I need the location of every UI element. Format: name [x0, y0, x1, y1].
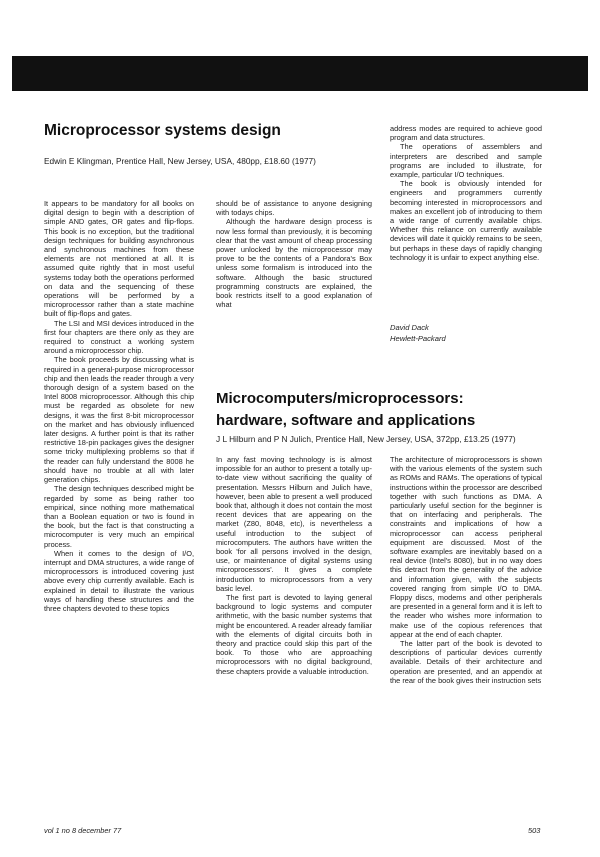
paragraph: Although the hardware design process is now less formal than previously, it is becoming clear that the vast amount of cheap processing power unlocked by the microprocessor may prove to be the contents of a Pandora's Box unless some formalism is introduced into the software. Although the basic structured programming constructs are explained, the book restricts itself to a good explanation of what — [216, 217, 372, 310]
paragraph: The book proceeds by discussing what is required in a general-purpose microprocessor chip and then leads the reader through a very thorough design of a system based on the Intel 8008 microprocessor. Although this chip must be regarded as obsolete for new designs, it was the first 8-bit microprocessor on the market and has obviously influenced later designs. A further point is that its rather restrictive 18-pin packages gives the designer some tricky multiplexing problems so that if the reader can fully understand the 8008 he should have no trouble at all with later generation chips. — [44, 355, 194, 485]
paragraph: It appears to be mandatory for all books on digital design to begin with a description of simple AND gates, OR gates and flip-flops. This book is no exception, but the traditional design techniques for building asynchronous and synchronous machines from these elements are not mentioned at all. It is assumed quite rightly that in most useful systems today both the operations performed on data and the sequencing of these operations will be performed by a microprocessor rather than a state machine built of flip-flops and gates. — [44, 199, 194, 319]
article-title: Microprocessor systems design — [44, 122, 281, 139]
article2-column-2 — [390, 455, 542, 685]
article1-column-3 — [390, 124, 542, 262]
article2-title — [216, 388, 576, 432]
article1-column-1 — [44, 199, 194, 613]
paragraph: The architecture of microprocessors is shown with the various elements of the system such as ROMs and RAMs. The operations of typical instructions within the processor are described together with such functions as DMA. A particularly useful section for the beginner is that on interfacing and peripherals. The constraints and implications of how a microprocessor can access peripheral equipment are discussed. Most of the software examples are inevitably based on a real device (Intel's 8080), but in no way does this detract from the generality of the advice and information given, with the subjects covered ranging from simple I/O to DMA. Floppy discs, modems and other peripherals are presented in a general form and it is left to the reader who wishes more information to make use of the copious references that appear at the end of each chapter. — [390, 455, 542, 639]
header-band — [12, 56, 588, 91]
article1-column-2 — [216, 199, 372, 309]
reviewer-name: David Dack — [390, 323, 429, 332]
paragraph: should be of assistance to anyone designing with todays chips. — [216, 199, 372, 218]
article-byline: Edwin E Klingman, Prentice Hall, New Jersey, USA, 480pp, £18.60 (1977) — [44, 156, 316, 166]
paragraph: The book is obviously intended for engineers and programmers currently becoming interested in microprocessors and makes an excellent job of introducing to them a wide range of currently available chips. Whether this reliance on currently available devices will date it quickly remains to be seen, but perhaps in these days of rapidly changing technology it is unfair to expect anything else. — [390, 179, 542, 262]
paragraph: In any fast moving technology is is almost impossible for an author to present a totally up-to-date view without sacrificing the quality of presentation. Messrs Hilburn and Julich have, however, been able to present a well produced book that, although it does not contain the most recent devices that are appearing on the market (Z80, 8048, etc), is nevertheless a useful introduction to the subject of microcomputers. The authors have written the book 'for all persons involved in the design, use, or maintenance of digital systems using microprocessors'. It gives a complete introduction to microprocessors from a very basic level. — [216, 455, 372, 593]
page-number: 503 — [528, 826, 541, 835]
paragraph: The LSI and MSI devices introduced in the first four chapters are there only as they are required to construct a working system around a microprocessor chip. — [44, 318, 194, 356]
article2-title-line-1: Microcomputers/microprocessors: — [216, 390, 464, 407]
paragraph: The operations of assemblers and interpreters are described and sample programs are included to illustrate, for example, particular I/O techniques. — [390, 142, 542, 180]
paragraph: The first part is devoted to laying general background to logic systems and computer arithmetic, with the basic number systems that might be encountered. A reader already familiar with the elements of digital circuits both in theory and practice could skip this part of the book. To those who are approaching microprocessors with no digital background, these chapters provide a valuable introduction. — [216, 593, 372, 676]
paragraph: The latter part of the book is devoted to descriptions of particular devices currently available. Details of their architecture and operation are presented, and an appendix at the rear of the book gives their instruction sets — [390, 639, 542, 685]
article2-byline: J L Hilburn and P N Julich, Prentice Hall, New Jersey, USA, 372pp, £13.25 (1977) — [216, 434, 516, 444]
paragraph: address modes are required to achieve good program and data structures. — [390, 124, 542, 143]
reviewer-affiliation: Hewlett-Packard — [390, 334, 446, 343]
article2-title-line-2: hardware, software and applications — [216, 412, 476, 429]
article2-column-1 — [216, 455, 372, 676]
paragraph: When it comes to the design of I/O, interrupt and DMA structures, a wide range of microprocessors is introduced covering just above every chip currently available. Each is explained in detail to illustrate the various ways of handling these structures and the three chapters devoted to these topics — [44, 548, 194, 613]
issue-info: vol 1 no 8 december 77 — [44, 826, 122, 835]
paragraph: The design techniques described might be regarded by some as being rather too empirical, since nothing more mathematical than a Boolean equation or two is found in the book, but the fact is that constructing a microcomputer is very much an empirical process. — [44, 484, 194, 549]
